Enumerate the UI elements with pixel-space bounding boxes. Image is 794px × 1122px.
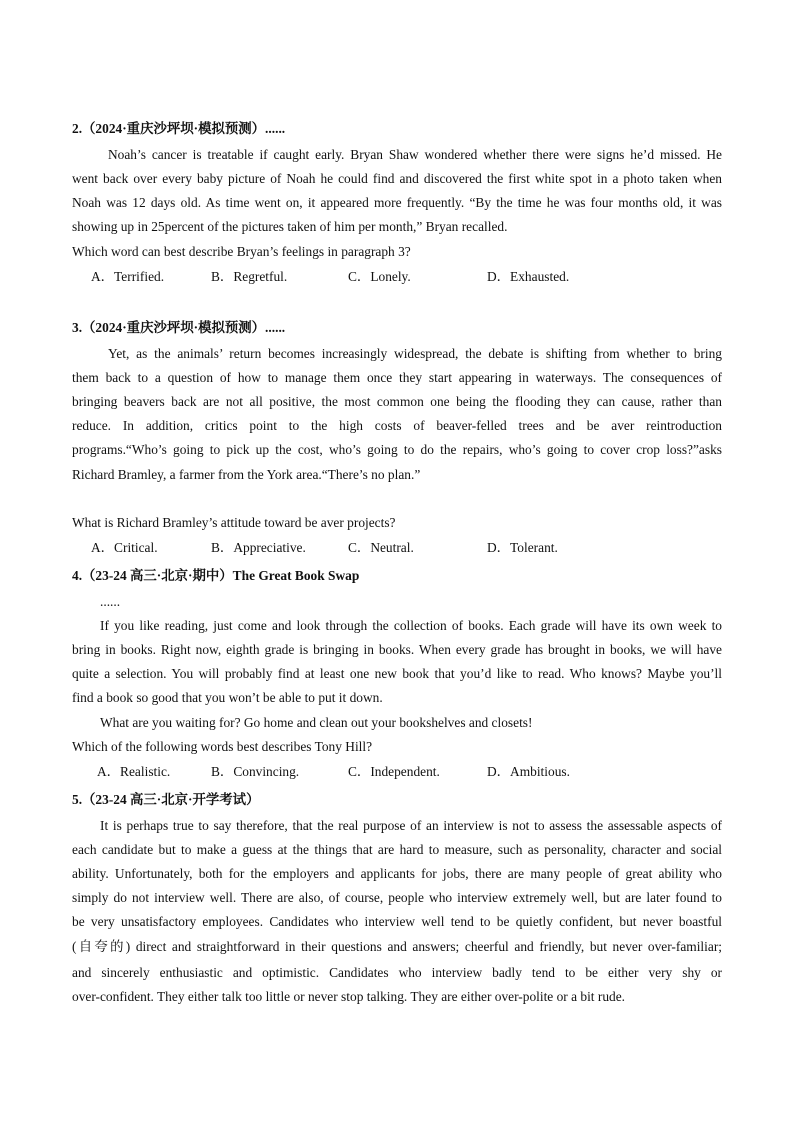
question-3-question: What is Richard Bramley’s attitude toward be aver projects? [72,515,396,530]
question-3-passage-line-1: Yet, as the animals’ return becomes increasingly widespread, the debate is shifting from whether to bring [108,346,722,361]
question-5-passage-line-6: (自夸的) direct and straightforward in their questions and answers; cheerful and friendly, but never over-familiar; [72,939,722,954]
question-4-passage-paragraph-2: What are you waiting for? Go home and clean out your bookshelves and closets! [100,715,533,730]
question-3-option-d: D．Tolerant. [487,540,558,555]
question-3-option-c: C．Neutral. [348,540,414,555]
question-5-passage-line-2: each candidate but to make a guess at the things that are hard to measure, such as personality, character and social [72,842,722,857]
question-5-passage-line-8: over-confident. They either talk too little or never stop talking. They are either over-polite or a bit rude. [72,989,626,1004]
question-2-passage-line-2: went back over every baby picture of Noah he could find and discovered the first white spot in a photo taken when [72,171,722,186]
question-4-option-c: C．Independent. [348,764,440,779]
question-5-passage-line-5: be very unsatisfactory employees. Candidates who interview well tend to be quietly confident, but never boastful [72,914,722,929]
question-4-option-b: B．Convincing. [211,764,300,779]
question-4-question: Which of the following words best describes Tony Hill? [72,739,373,754]
question-3-option-a: A．Critical. [91,540,158,555]
question-3-passage-line-2: them back to a question of how to manage them once they start appearing in waterways. The consequences of [72,370,722,385]
question-5-passage-line-4: simply do not interview well. There are also, of course, people who interview extremely well, but are later found to [72,890,722,905]
question-4-passage-line-3: quite a selection. You will probably find at least one new book that you’d like to read. Who knows? Maybe you’ll [72,666,722,681]
question-3-option-b: B．Appreciative. [211,540,306,555]
question-3-passage-line-3: bringing beavers back are not all positive, the most common one being the flooding they can cause, rather than [72,394,722,409]
question-2-heading: 2.（2024·重庆沙坪坝·模拟预测）...... [72,121,286,136]
question-4-ellipsis: ...... [100,594,121,609]
question-4-passage-line-2: bring in books. Right now, eighth grade is bringing in books. When every grade has brought in books, we will have [72,642,722,657]
question-5-passage-line-1: It is perhaps true to say therefore, that the real purpose of an interview is not to assess the assessable aspects of [100,818,722,833]
question-2-question: Which word can best describe Bryan’s feelings in paragraph 3? [72,244,411,259]
question-5-passage-line-3: ability. Unfortunately, both for the employers and applicants for jobs, there are many people of great ability who [72,866,722,881]
question-4-option-d: D．Ambitious. [487,764,570,779]
question-3-passage-line-6: Richard Bramley, a farmer from the York area.“There’s no plan.” [72,467,421,482]
question-2-passage-line-1: Noah’s cancer is treatable if caught early. Bryan Shaw wondered whether there were signs he’d missed. He [108,147,722,162]
question-3-passage-line-5: programs.“Who’s going to pick up the cost, who’s going to do the repairs, who’s going to cover crop loss?”asks [72,442,722,457]
question-2-option-c: C．Lonely. [348,269,411,284]
question-3-passage-line-4: reduce. In addition, critics point to the high costs of beaver-felled trees and be aver reintroduction [72,418,722,433]
question-2-option-d: D．Exhausted. [487,269,570,284]
question-4-option-a: A．Realistic. [97,764,171,779]
question-2-passage-line-4: showing up in 25percent of the pictures taken of him per month,” Bryan recalled. [72,219,508,234]
question-3-heading: 3.（2024·重庆沙坪坝·模拟预测）...... [72,320,286,335]
question-2-option-b: B．Regretful. [211,269,288,284]
question-4-passage-line-4: find a book so good that you won’t be able to put it down. [72,690,383,705]
question-2-passage-line-3: Noah was 12 days old. As time went on, it appeared more frequently. “By the time he was four months old, it was [72,195,722,210]
question-2-option-a: A．Terrified. [91,269,165,284]
question-4-heading: 4.（23-24 高三·北京·期中）The Great Book Swap [72,568,360,583]
question-5-passage-line-7: and sincerely enthusiastic and optimistic. Candidates who interview badly tend to be either very shy or [72,965,722,980]
question-4-passage-line-1: If you like reading, just come and look through the collection of books. Each grade will have its own week to [100,618,722,633]
question-5-heading: 5.（23-24 高三·北京·开学考试） [72,792,260,807]
